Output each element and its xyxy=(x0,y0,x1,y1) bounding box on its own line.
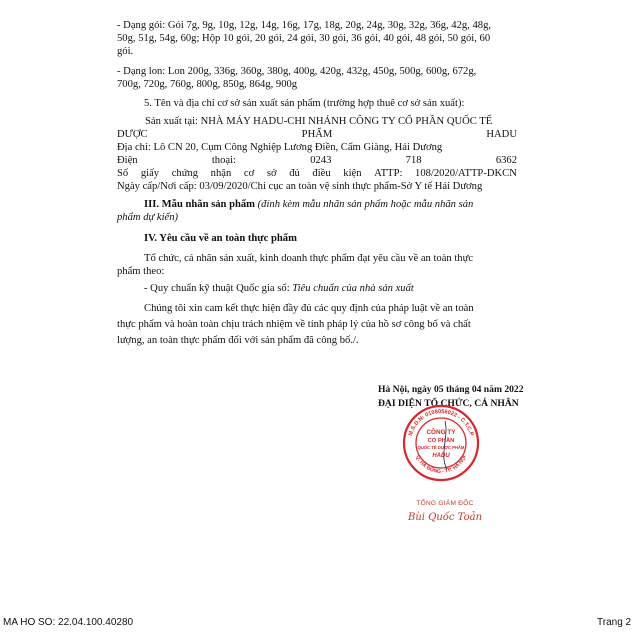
standard-label: - Quy chuẩn kỹ thuật Quốc gia số: xyxy=(144,283,290,294)
cert-word: giấy xyxy=(140,168,160,179)
section5-heading: 5. Tên và địa chỉ cơ sở sản xuất sản phẩm (trường hợp thuê cơ sở sản xuất): xyxy=(144,98,465,109)
section3-note: (đính kèm mẫu nhãn sản phẩm hoặc mẫu nhãn sản xyxy=(257,199,474,210)
stamp-line-4: HADU xyxy=(432,453,450,459)
producer-word-pham: PHẨM xyxy=(301,129,333,140)
section4-intro-line-1: Tổ chức, cá nhân sản xuất, kinh doanh thực phẩm đạt yêu cầu về an toàn thực xyxy=(144,253,474,264)
stamp-line-2: CỔ PHẦN xyxy=(427,438,455,444)
phone-part-1: 0243 xyxy=(310,155,332,166)
producer-line-1: Sản xuất tại: NHÀ MÁY HADU-CHI NHÁNH CÔNG TY CỔ PHẦN QUỐC TẾ xyxy=(145,116,493,127)
cert-number: 108/2020/ATTP-DKCN xyxy=(415,168,517,179)
cert-word: đủ xyxy=(289,168,300,179)
producer-line-2 xyxy=(117,128,517,142)
packaging-bag-line-3: gói. xyxy=(117,46,134,57)
signature-org-rep: ĐẠI DIỆN TỔ CHỨC, CÁ NHÂN xyxy=(378,398,519,409)
standard-value: Tiêu chuẩn của nhà sản xuất xyxy=(292,283,414,294)
cert-word: kiện xyxy=(343,168,362,179)
section3-line-1 xyxy=(144,198,473,212)
producer-phone xyxy=(117,154,517,168)
section3-heading: III. Mẫu nhãn sản phẩm xyxy=(144,199,255,210)
commit-line-1: Chúng tôi xin cam kết thực hiện đầy đủ các quy định của pháp luật về an toàn xyxy=(144,303,474,314)
cert-word: nhận xyxy=(210,168,232,179)
stamp-line-3: QUỐC TẾ DƯỢC PHẨM xyxy=(417,445,465,450)
signature-name: Bùi Quốc Toản xyxy=(407,512,483,523)
commit-line-2: thực phẩm và hoàn toàn chịu trách nhiệm về tính pháp lý của hồ sơ công bố và chất xyxy=(117,319,471,330)
company-seal-stamp xyxy=(401,403,481,483)
stamp-line-1: CÔNG TY xyxy=(426,429,456,436)
cert-word: cơ xyxy=(243,168,255,179)
signature-date: Hà Nội, ngày 05 tháng 04 năm 2022 xyxy=(378,384,524,395)
signature-block xyxy=(405,500,485,523)
stamp-tax-code: M.S.D.N: 0108056022 - C.T.C.P xyxy=(407,408,475,437)
section4-heading: IV. Yêu cầu về an toàn thực phẩm xyxy=(144,233,297,244)
packaging-bag-line-2: 50g, 51g, 54g, 60g; Hộp 10 gói, 20 gói, 24 gói, 30 gói, 36 gói, 40 gói, 48 gói, 50 gói, 60 xyxy=(117,33,491,44)
issue-info: Ngày cấp/Nơi cấp: 03/09/2020/Chi cục an toàn vệ sinh thực phẩm-Sở Y tế Hải Dương xyxy=(117,181,483,192)
certificate-line xyxy=(117,167,517,181)
cert-word: chứng xyxy=(171,168,199,179)
section4-intro-line-2: phẩm theo: xyxy=(117,266,165,277)
packaging-bag-line-1: - Dạng gói: Gói 7g, 9g, 10g, 12g, 14g, 16g, 17g, 18g, 20g, 24g, 30g, 32g, 36g, 42g, 48g, xyxy=(117,20,492,31)
footer-page-number: Trang 2 xyxy=(597,617,632,628)
phone-part-2: 718 xyxy=(405,155,422,166)
producer-word-duoc: DƯỢC xyxy=(117,129,148,140)
packaging-can-line-2: 700g, 720g, 760g, 800g, 850g, 864g, 900g xyxy=(117,79,298,90)
cert-word: Số xyxy=(117,168,129,179)
standard-line xyxy=(144,282,414,296)
producer-word-hadu: HADU xyxy=(486,129,517,140)
producer-address: Địa chỉ: Lô CN 20, Cụm Công Nghiệp Lương Điền, Cẩm Giàng, Hải Dương xyxy=(117,142,443,153)
phone-part-3: 6362 xyxy=(495,155,517,166)
section3-note-line-2: phẩm dự kiến) xyxy=(117,212,179,223)
cert-word: sở xyxy=(266,168,277,179)
commit-line-3: lượng, an toàn thực phẩm đối với sản phẩm đã công bố./. xyxy=(117,335,359,346)
phone-label: Điện xyxy=(117,155,138,166)
packaging-can-line-1: - Dạng lon: Lon 200g, 336g, 360g, 380g, 400g, 420g, 432g, 450g, 500g, 600g, 672g, xyxy=(117,66,477,77)
stamp-location: Q. HÀ ĐÔNG - TP. HÀ NỘI xyxy=(414,454,468,476)
footer-dossier-code: MA HO SO: 22.04.100.40280 xyxy=(3,617,134,628)
cert-word: ATTP: xyxy=(374,168,403,179)
phone-label-2: thoại: xyxy=(211,155,236,166)
signature-title: TỔNG GIÁM ĐỐC xyxy=(416,500,474,507)
cert-word: điều xyxy=(312,168,331,179)
